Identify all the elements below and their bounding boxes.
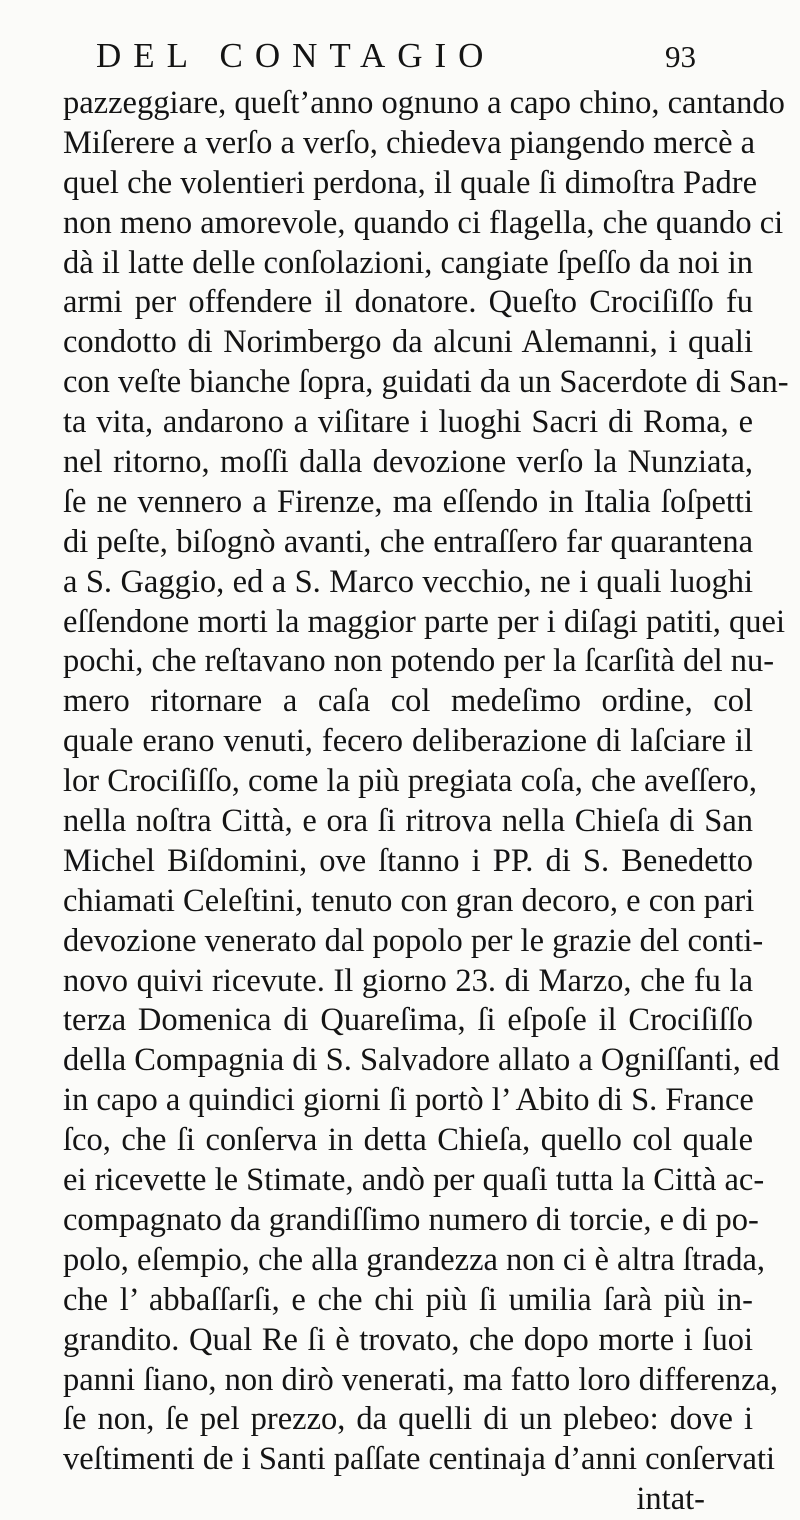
text-line: a S. Gaggio, ed a S. Marco vecchio, ne i quali luoghi xyxy=(63,563,753,600)
text-line: terza Domenica di Quareſima, ſi eſpoſe il Crociſiſſo xyxy=(63,1002,753,1039)
running-title: DEL CONTAGIO xyxy=(96,36,496,75)
text-line: dà il latte delle conſolazioni, cangiate ſpeſſo da noi in xyxy=(63,244,753,281)
text-line: polo, eſempio, che alla grandezza non ci è altra ſtrada, xyxy=(63,1241,766,1278)
text-line: condotto di Norimbergo da alcuni Alemanni, i quali xyxy=(63,324,753,361)
text-line: veſtimenti de i Santi paſſate centinaja d’anni conſervati xyxy=(63,1441,776,1478)
running-head xyxy=(96,36,696,80)
text-line: panni ſiano, non dirò venerati, ma fatto loro differenza, xyxy=(63,1361,779,1398)
text-line: di peſte, biſognò avanti, che entraſſero far quarantena xyxy=(63,523,753,560)
text-line: quale erano venuti, fecero deliberazione di laſciare il xyxy=(63,723,753,760)
text-line: con veſte bianche ſopra, guidati da un Sacerdote di San- xyxy=(63,364,789,401)
text-line: non meno amorevole, quando ci flagella, che quando ci xyxy=(63,204,784,241)
text-line: lor Crociſiſſo, come la più pregiata coſa, che aveſſero, xyxy=(63,763,757,800)
text-line: che l’ abbaſſarſi, e che chi più ſi umilia ſarà più in- xyxy=(63,1281,753,1318)
text-line: ta vita, andarono a viſitare i luoghi Sacri di Roma, e xyxy=(63,404,753,441)
text-line: Miſerere a verſo a verſo, chiedeva piangendo mercè a xyxy=(63,124,756,161)
text-line: mero ritornare a caſa col medeſimo ordine, col xyxy=(63,683,753,720)
text-line: ſe ne vennero a Firenze, ma eſſendo in Italia ſoſpetti xyxy=(63,483,753,520)
text-line: pazzeggiare, queſt’anno ognuno a capo chino, cantando xyxy=(63,85,785,121)
text-line: in capo a quindici giorni ſi portò l’ Abito di S. France xyxy=(63,1082,754,1119)
text-line: quel che volentieri perdona, il quale ſi dimoſtra Padre xyxy=(63,164,758,201)
text-line: armi per offendere il donatore. Queſto Crociſiſſo fu xyxy=(63,284,753,321)
text-line: devozione venerato dal popolo per le grazie del conti- xyxy=(63,922,764,959)
page-number: 93 xyxy=(665,39,696,74)
text-line: chiamati Celeſtini, tenuto con gran decoro, e con pari xyxy=(63,882,755,919)
text-line: della Compagnia di S. Salvadore allato a Ogniſſanti, ed xyxy=(63,1042,780,1079)
text-line: pochi, che reſtavano non potendo per la ſcarſità del nu- xyxy=(63,643,775,680)
text-line: ſe non, ſe pel prezzo, da quelli di un plebeo: dove i xyxy=(63,1401,753,1438)
text-line: nella noſtra Città, e ora ſi ritrova nella Chieſa di San xyxy=(63,803,753,840)
text-line: novo quivi ricevute. Il giorno 23. di Marzo, che fu la xyxy=(63,962,753,999)
text-line: nel ritorno, moſſi dalla devozione verſo la Nunziata, xyxy=(63,444,753,481)
text-line: ſco, che ſi conſerva in detta Chieſa, quello col quale xyxy=(63,1122,753,1159)
body-text xyxy=(63,84,789,1520)
text-line: compagnato da grandiſſimo numero di torcie, e di po- xyxy=(63,1201,759,1238)
text-line: Michel Biſdomini, ove ſtanno i PP. di S. Benedetto xyxy=(63,842,753,879)
catchword: intat- xyxy=(636,1481,705,1518)
text-line: grandito. Qual Re ſi è trovato, che dopo morte i ſuoi xyxy=(63,1321,753,1358)
text-line: eſſendone morti la maggior parte per i diſagi patiti, quei xyxy=(63,603,785,640)
text-line: ei ricevette le Stimate, andò per quaſi tutta la Città ac- xyxy=(63,1162,765,1199)
